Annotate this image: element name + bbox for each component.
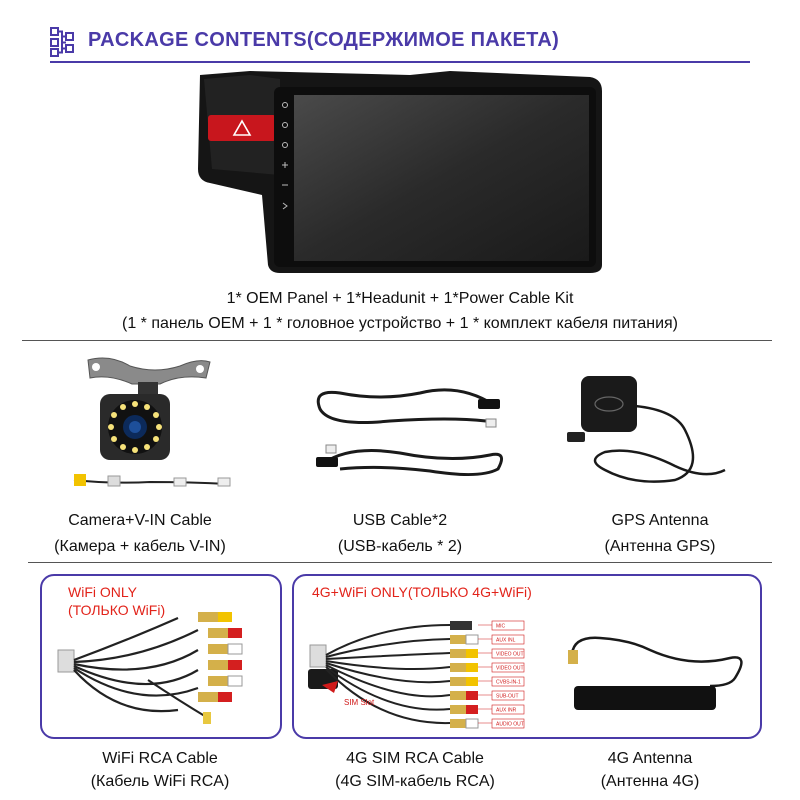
page-title: PACKAGE CONTENTS(СОДЕРЖИМОЕ ПАКЕТА) bbox=[88, 29, 560, 51]
wifi-rca-cable-image bbox=[48, 600, 278, 735]
wifi-rca-caption-ru: (Кабель WiFi RCA) bbox=[90, 773, 230, 790]
port-label: VIDEO OUT bbox=[496, 651, 524, 658]
usb-caption-ru: (USB-кабель * 2) bbox=[337, 538, 463, 555]
camera-image bbox=[70, 352, 240, 502]
gps-caption-en: GPS Antenna bbox=[611, 512, 709, 529]
wifi-box-title-en: WiFi ONLY bbox=[68, 584, 137, 600]
4g-antenna-image bbox=[560, 628, 750, 718]
gps-antenna-image bbox=[565, 370, 735, 500]
camera-caption-en: Camera+V-IN Cable bbox=[68, 512, 212, 529]
main-product-caption-en: 1* OEM Panel + 1*Headunit + 1*Power Cable Kit bbox=[226, 290, 574, 307]
sim-slot-label: SIM Slot bbox=[344, 698, 375, 707]
headunit-image bbox=[190, 65, 610, 280]
page-header bbox=[50, 25, 750, 65]
wifi-box-title-ru: (ТОЛЬКО WiFi) bbox=[68, 602, 166, 618]
gps-caption-ru: (Антенна GPS) bbox=[604, 538, 716, 555]
wifi-rca-caption-en: WiFi RCA Cable bbox=[102, 750, 218, 767]
sitemap-icon bbox=[50, 27, 80, 57]
port-label: CVBS-IN-1 bbox=[496, 679, 521, 686]
main-product-caption-ru: (1 * панель OEM + 1 * головное устройство + 1 * комплект кабеля питания) bbox=[121, 315, 678, 332]
port-label: AUDIO OUT bbox=[496, 721, 524, 728]
usb-caption-en: USB Cable*2 bbox=[352, 512, 448, 529]
header-underline bbox=[50, 61, 750, 63]
port-label: AUX INR bbox=[496, 707, 517, 714]
4g-box-title: 4G+WiFi ONLY(ТОЛЬКО 4G+WiFi) bbox=[312, 584, 532, 600]
camera-caption-ru: (Камера + кабель V-IN) bbox=[54, 538, 226, 555]
4g-sim-rca-caption-en: 4G SIM RCA Cable bbox=[346, 750, 484, 767]
usb-cable-image bbox=[310, 375, 510, 485]
port-label: VIDEO OUT bbox=[496, 665, 524, 672]
4g-sim-rca-caption-ru: (4G SIM-кабель RCA) bbox=[335, 773, 495, 790]
port-label: AUX INL bbox=[496, 637, 516, 644]
port-label: SUB-OUT bbox=[496, 693, 519, 700]
section-divider bbox=[22, 340, 772, 341]
port-label: MIC bbox=[496, 623, 506, 630]
section-divider bbox=[28, 562, 772, 563]
4g-sim-rca-cable-image bbox=[300, 615, 530, 735]
4g-antenna-caption-en: 4G Antenna bbox=[607, 750, 693, 767]
4g-antenna-caption-ru: (Антенна 4G) bbox=[600, 773, 700, 790]
